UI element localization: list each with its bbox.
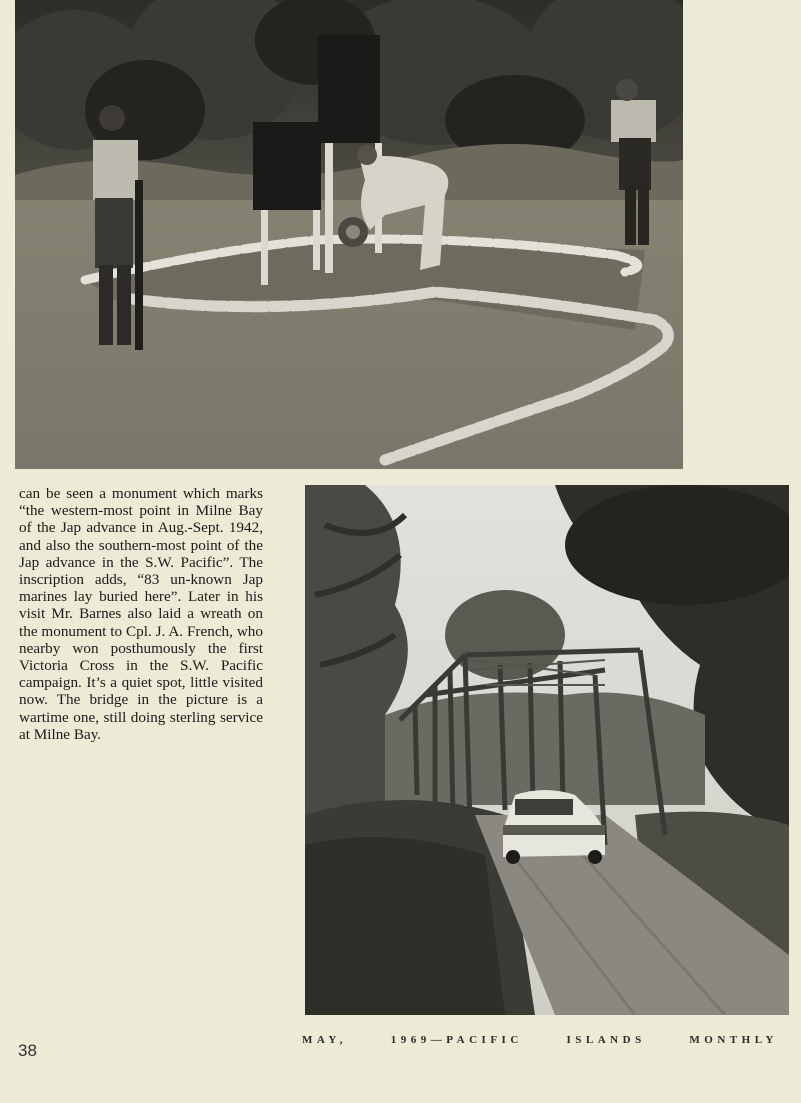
page-number: 38 bbox=[18, 1041, 37, 1060]
article-body: can be seen a monument which marks “the western-most point in Milne Bay of the Jap advance in Aug.-Sept. 1942, and also the southern-most point of the Jap advance in the S.W. Pacific”. The inscription adds, “83 un-known Jap marines lay buried here”. Later in his visit Mr. Barnes also laid a wreath on the monument to Cpl. J. A. French, who nearby won posthumously the first Victoria Cross in the S.W. Pacific campaign. It’s a quiet spot, little visited now. The bridge in the picture is a wartime one, still doing sterling service at Milne Bay. bbox=[19, 485, 263, 743]
footer-year-publication: 1969—PACIFIC bbox=[390, 1034, 523, 1046]
photo-monument-wreath-laying bbox=[15, 0, 683, 469]
footer-word-monthly: MONTHLY bbox=[689, 1034, 778, 1046]
photo-wartime-bridge bbox=[305, 485, 789, 1015]
footer-word-islands: ISLANDS bbox=[566, 1034, 646, 1046]
running-footer bbox=[302, 1034, 778, 1046]
footer-date: MAY, bbox=[302, 1034, 348, 1046]
